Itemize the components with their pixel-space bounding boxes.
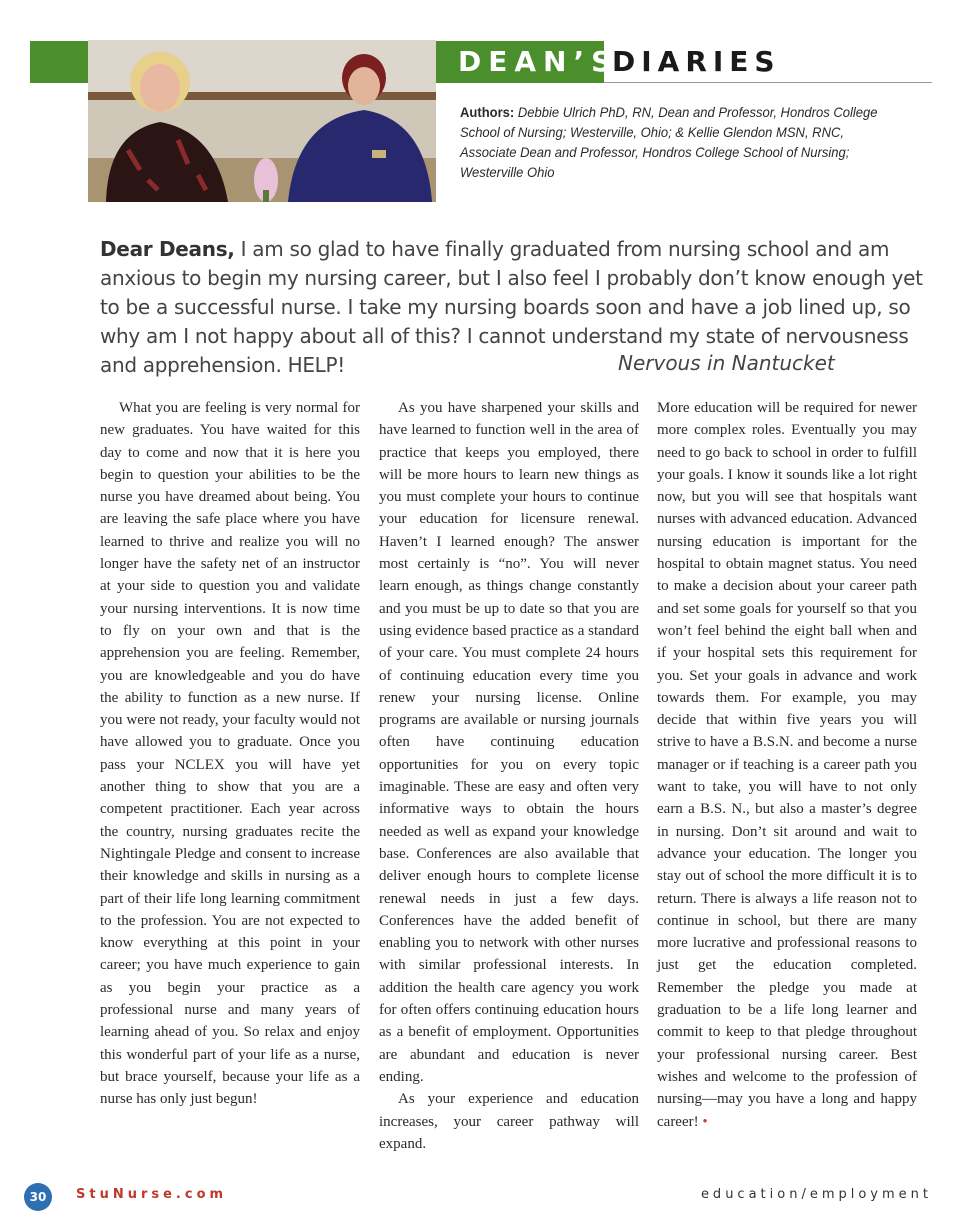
column-2-paragraph-2: As your experience and education increases, your career pathway will expand.: [379, 1091, 639, 1152]
answer-column-2: [379, 397, 639, 1155]
footer-site: StuNurse.com: [76, 1187, 228, 1202]
authors-text: Debbie Ulrich PhD, RN, Dean and Professor, Hondros College School of Nursing; Westerville, Ohio; & Kellie Glendon MSN, RNC, Associate Dean and Professor, Hondros College School of Nursing; Westerville Ohio: [460, 104, 878, 180]
answer-column-3: [657, 397, 917, 1133]
column-3-paragraph: [657, 397, 917, 1133]
footer-section: education/employment: [700, 1187, 932, 1202]
page-number: 30: [24, 1183, 52, 1211]
column-1-paragraph: What you are feeling is very normal for new graduates. You have waited for this day to come and now that it is here you begin to question your abilities to be the nurse you have dreamed about being. You are leaving the safe place where you have learned to thrive and realize you will no longer have the safety net of an instructor at your side to question you and validate your nursing interventions. It is now time to fly on your own and that is the apprehension you are feeling. Remember, you are knowledgeable and you do have the ability to function as a new nurse. If you were not ready, your faculty would not have allowed you to graduate. Once you pass your NCLEX you will have yet another thing to show that you are a competent practitioner. Each year across the country, nursing graduates recite the Nightingale Pledge and consent to increase their knowledge and skills in nursing as a part of their life long learning commitment to the profession. You are not expected to know everything at this point in your career; you have much experience to gain as you begin your practice as a professional nurse and many years of learning ahead of you. So relax and enjoy this wonderful part of your life as a nurse, but brace yourself, because your life as a nurse has only just begun!: [100, 400, 360, 1108]
deans-photo: [88, 40, 436, 202]
question-signoff: Nervous in Nantucket: [618, 351, 835, 375]
question-body: I am so glad to have finally graduated from nursing school and am anxious to begin my nursing career, but I also feel I probably don’t know enough yet to be a successful nurse. I take my nursing boards soon and have a job lined up, so why am I not happy about all of this? I cannot understand my state of nervousness and apprehension. HELP!: [100, 237, 923, 377]
question-salutation: Dear Deans,: [100, 237, 235, 261]
header-accent-block: [30, 41, 88, 83]
authors-label: Authors:: [460, 104, 515, 120]
end-mark-icon: •: [702, 1113, 708, 1130]
answer-column-1: [100, 397, 360, 1111]
column-2-paragraph-1: As you have sharpened your skills and have learned to function well in the area of practice that keeps you employed, there will be more hours to learn new things as you must complete your hours to continue your education for licensure renewal. Haven’t I learned enough? The answer most certainly is “no”. You will never learn enough, as things change constantly and you must be up to date so that you are using evidence based practice as a standard of your care. You must complete 24 hours of continuing education every time you renew your nursing license. Online programs are available or nursing journals often have continuing education opportunities for you on every topic imaginable. These are easy and often very informative ways to obtain the hours needed as well as expand your knowledge base. Conferences are also available that deliver enough hours to complete license renewal needs in just a few days. Conferences have the added benefit of enabling you to network with other nurses with similar professional interests. In addition the health care agency you work for often offers continuing education hours as a benefit of employment. Opportunities are abundant and education is never ending.: [379, 400, 639, 1085]
column-3-text: More education will be required for newer more complex roles. Eventually you may need to go back to school in order to fulfill your goals. I know it sounds like a lot right now, but you will see that hospitals want nurses with advanced education. Advanced nursing education is important for the hospital to obtain magnet status. You need to make a decision about your career path and set some goals for yourself so that you won’t feel behind the eight ball when and if your hospital sets this requirement for you. Set your goals in advance and work towards them. For example, you may decide that within five years you will strive to have a B.S.N. and become a nurse manager or if teaching is a career path you want to take, you will have to not only earn a B.S. N., but also a master’s degree in nursing. Don’t sit around and wait to advance your education. The longer you stay out of school the more difficult it is to return. There is always a life reason not to continue in school, but there are many more lucrative and professional reasons to just get the education completed. Remember the pledge you made at graduation to be a life long learner and commit to keep to that pledge throughout your professional nursing career. Best wishes and welcome to the profession of nursing—may you have a long and happy career!: [657, 400, 917, 1130]
deans-label: DEAN’S: [436, 41, 604, 83]
diaries-label: DIARIES: [612, 45, 781, 78]
authors-credit: [460, 102, 888, 182]
header-rule: [604, 82, 932, 83]
